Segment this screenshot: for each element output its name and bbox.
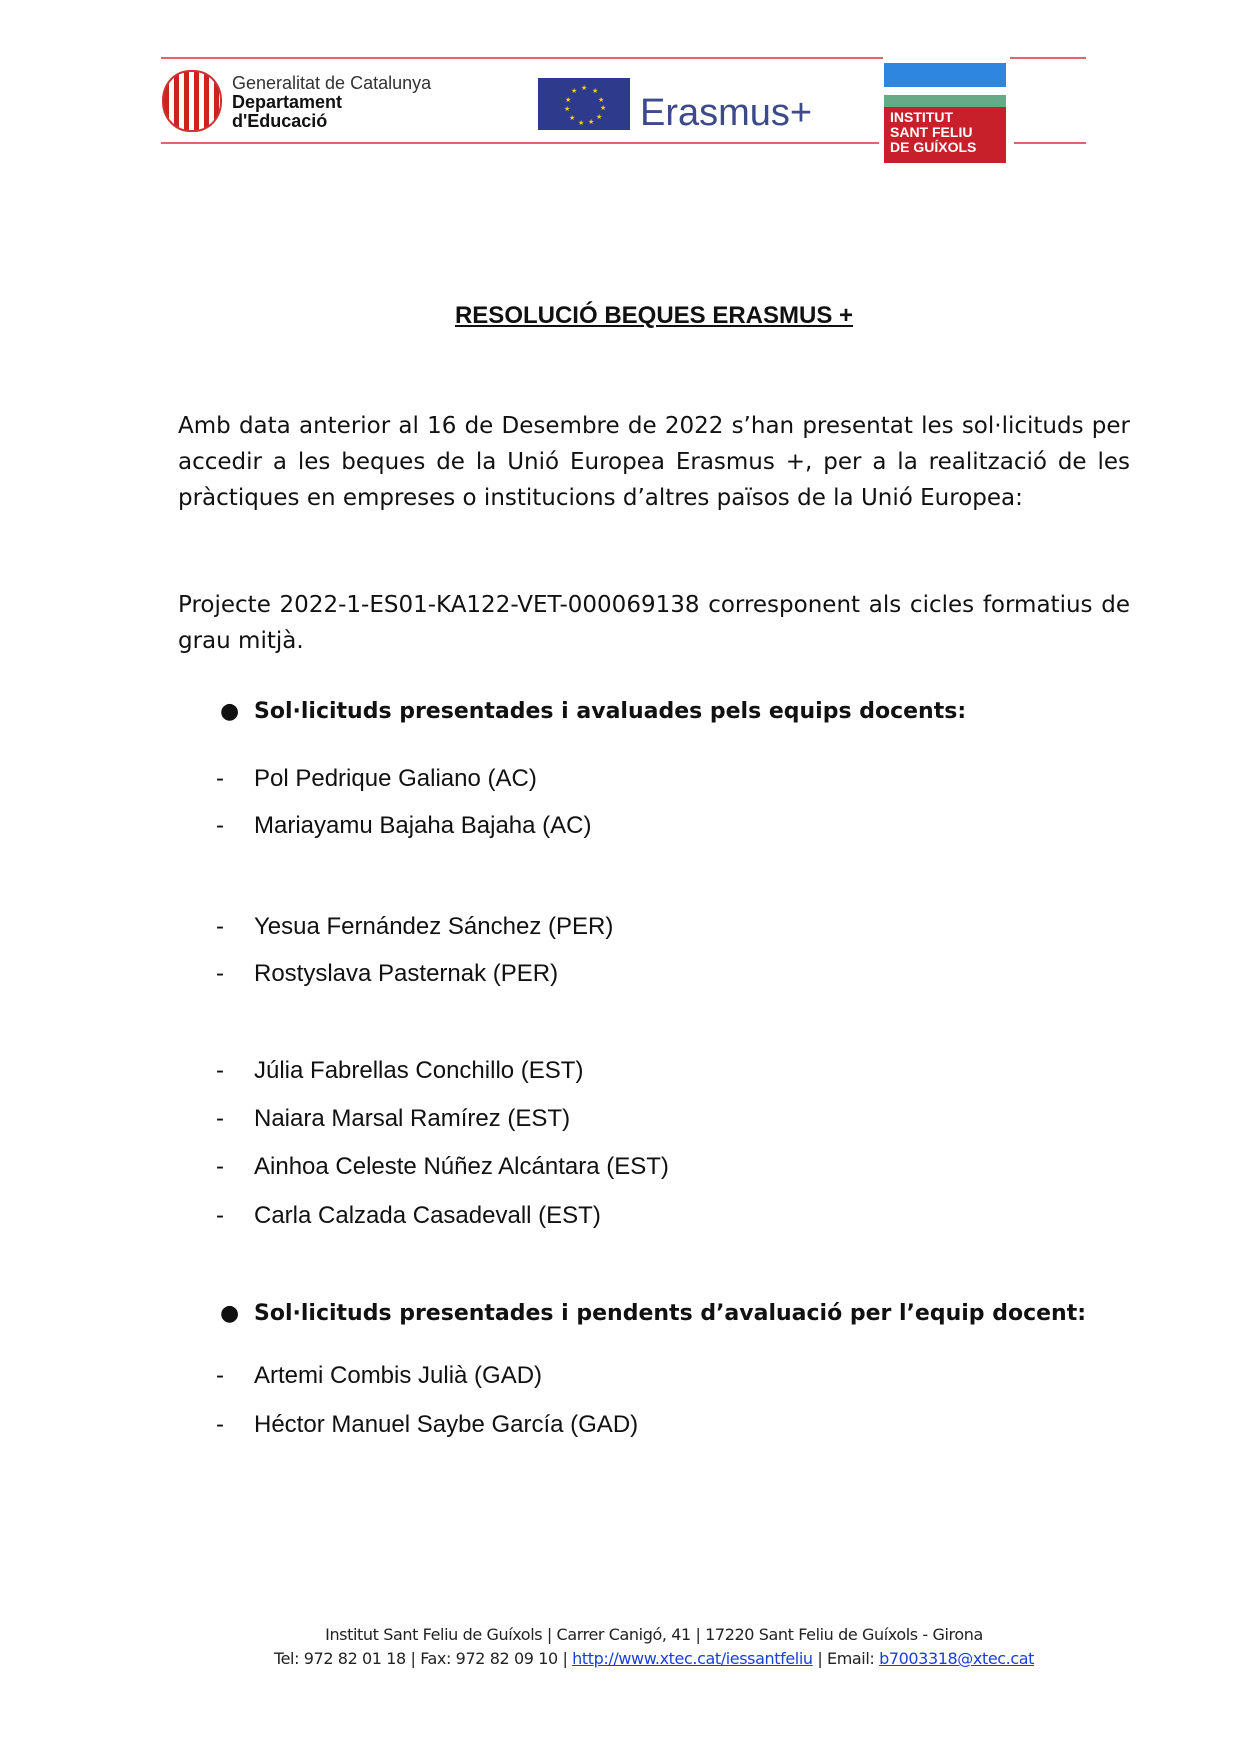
- footer-contact: [0, 1649, 1242, 1668]
- header-rule-bottom: [161, 142, 879, 144]
- institut-logo-line: INSTITUT: [890, 109, 953, 125]
- document-title: RESOLUCIÓ BEQUES ERASMUS +: [454, 302, 854, 329]
- applicant-name: Héctor Manuel Saybe García (GAD): [254, 1411, 639, 1438]
- dash: -: [216, 960, 224, 987]
- applicant-name: Carla Calzada Casadevall (EST): [254, 1202, 601, 1229]
- footer-phone-fax: Tel: 972 82 01 18 | Fax: 972 82 09 10 |: [273, 1649, 573, 1668]
- footer-address: Institut Sant Feliu de Guíxols | Carrer Canigó, 41 | 17220 Sant Feliu de Guíxols - Girona: [325, 1625, 983, 1644]
- applicant-name: Mariayamu Bajaha Bajaha (AC): [254, 812, 592, 839]
- header-rule-top-right: [1010, 57, 1086, 59]
- institut-logo-line: DE GUÍXOLS: [890, 139, 977, 155]
- applicant-name: Pol Pedrique Galiano (AC): [254, 765, 537, 792]
- applicant-name: Rostyslava Pasternak (PER): [254, 960, 559, 987]
- applicant-name: Naiara Marsal Ramírez (EST): [254, 1105, 571, 1132]
- institut-logo-line: SANT FELIU: [890, 124, 973, 140]
- dash: -: [216, 913, 224, 940]
- bullet-icon: ●: [220, 699, 240, 724]
- dash: -: [216, 1057, 224, 1084]
- applicant-name: Ainhoa Celeste Núñez Alcántara (EST): [254, 1153, 669, 1180]
- dash: -: [216, 1411, 224, 1438]
- gen-line1: Generalitat de Catalunya: [232, 73, 432, 93]
- intro-paragraph: Amb data anterior al 16 de Desembre de 2022 s’han presentat les sol·licituds per accedir a les beques de la Unió Europea Erasmus +, per a la realització de les pràctiques en empreses o institucions d’altres països de la Unió Europea:: [178, 413, 1130, 511]
- applicant-name: Júlia Fabrellas Conchillo (EST): [254, 1057, 584, 1084]
- dash: -: [216, 1105, 224, 1132]
- section1-heading-text: Sol·licituds presentades i avaluades pels equips docents:: [254, 699, 967, 724]
- institut-logo: [884, 63, 1006, 163]
- applicant-name: Yesua Fernández Sánchez (PER): [254, 913, 614, 940]
- dash: -: [216, 1202, 224, 1229]
- project-paragraph: Projecte 2022-1-ES01-KA122-VET-000069138 corresponent als cicles formatius de grau mitjà.: [178, 592, 1130, 654]
- gen-line3: d'Educació: [232, 111, 328, 131]
- eu-flag-icon: ★ ★ ★ ★ ★ ★ ★ ★ ★ ★ ★: [538, 78, 630, 130]
- header-rule-bottom-right: [1014, 142, 1086, 144]
- website-link[interactable]: http://www.xtec.cat/iessantfeliu: [572, 1649, 813, 1668]
- erasmus-logo-text: Erasmus+: [640, 92, 813, 134]
- applicant-name: Artemi Combis Julià (GAD): [254, 1362, 543, 1389]
- dash: -: [216, 765, 224, 792]
- bullet-icon: ●: [220, 1301, 240, 1326]
- dash: -: [216, 1153, 224, 1180]
- dash: -: [216, 812, 224, 839]
- email-link[interactable]: b7003318@xtec.cat: [879, 1649, 1035, 1668]
- generalitat-logo-text: [232, 74, 431, 131]
- gen-line2: Departament: [232, 92, 343, 112]
- dash: -: [216, 1362, 224, 1389]
- header-rule-top: [161, 57, 883, 59]
- section2-heading-text: Sol·licituds presentades i pendents d’avaluació per l’equip docent:: [254, 1301, 1087, 1326]
- generalitat-logo-icon: [162, 70, 222, 132]
- email-label: | Email:: [812, 1649, 880, 1668]
